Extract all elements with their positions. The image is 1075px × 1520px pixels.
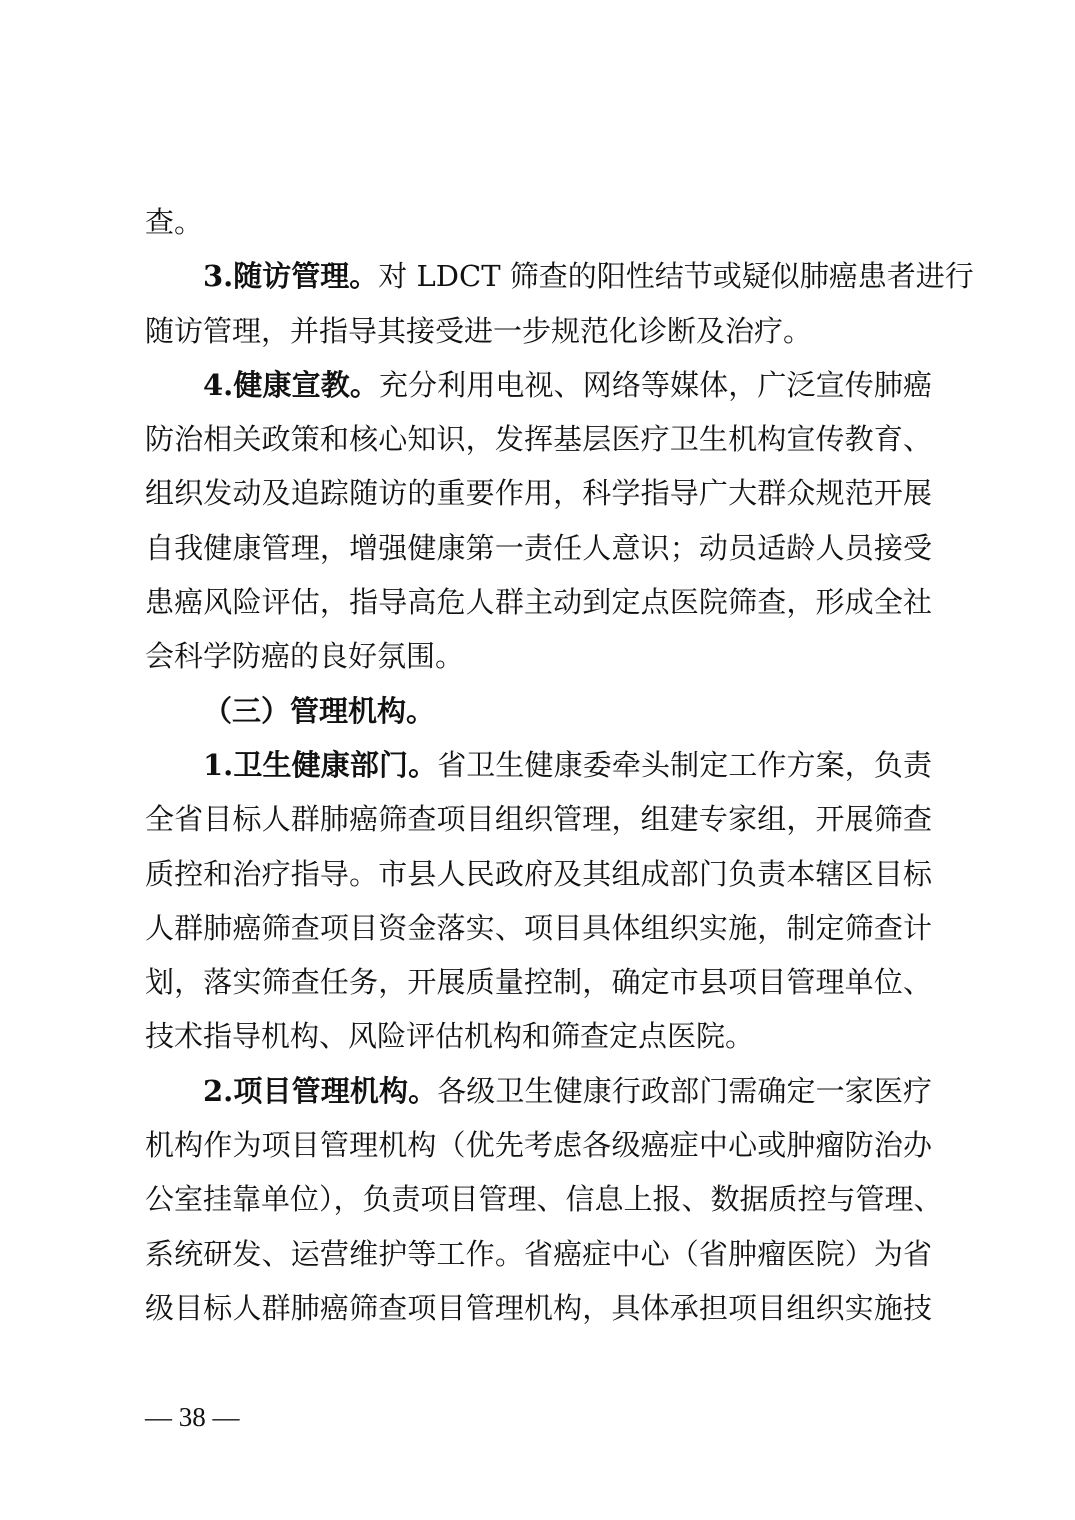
document-body — [145, 195, 974, 1335]
line-text: 各级卫生健康行政部门需确定一家医疗 — [437, 1073, 932, 1108]
line-text: 划，落实筛查任务，开展质量控制，确定市县项目管理单位、 — [145, 965, 932, 1000]
text-line — [145, 575, 932, 629]
line-text: 省卫生健康委牵头制定工作方案，负责 — [437, 747, 932, 782]
section-heading-line — [145, 358, 932, 412]
line-text: 患癌风险评估，指导高危人群主动到定点医院筛查，形成全社 — [145, 585, 932, 620]
text-line — [145, 792, 932, 846]
bold-lead: 4.健康宣教。 — [203, 367, 379, 402]
text-line — [145, 412, 932, 466]
text-line — [145, 521, 932, 575]
text-line — [145, 1118, 932, 1172]
text-line — [145, 629, 932, 683]
bold-lead: 2.项目管理机构。 — [203, 1073, 438, 1108]
bold-lead: 1.卫生健康部门。 — [203, 747, 438, 782]
text-line — [145, 1172, 943, 1226]
section-heading-line — [145, 684, 932, 738]
line-text: 全省目标人群肺癌筛查项目组织管理，组建专家组，开展筛查 — [145, 802, 932, 837]
text-line — [145, 901, 932, 955]
bold-lead: （三）管理机构。 — [203, 693, 436, 728]
text-line — [145, 1009, 932, 1063]
line-text: 系统研发、运营维护等工作。省癌症中心（省肿瘤医院）为省 — [145, 1236, 932, 1271]
section-heading-line — [145, 249, 974, 303]
line-text: 自我健康管理，增强健康第一责任人意识；动员适龄人员接受 — [145, 530, 932, 565]
text-line — [145, 955, 932, 1009]
text-line — [145, 1281, 932, 1335]
line-text: 对 LDCT 筛查的阳性结节或疑似肺癌患者进行 — [378, 259, 974, 294]
text-line — [145, 466, 932, 520]
line-text: 充分利用电视、网络等媒体，广泛宣传肺癌 — [378, 367, 932, 402]
section-heading-line — [145, 1064, 932, 1118]
line-text: 质控和治疗指导。市县人民政府及其组成部门负责本辖区目标 — [145, 856, 932, 891]
line-text: 公室挂靠单位），负责项目管理、信息上报、数据质控与管理、 — [145, 1182, 943, 1217]
text-line — [145, 847, 932, 901]
line-text: 会科学防癌的良好氛围。 — [145, 639, 465, 674]
line-text: 机构作为项目管理机构（优先考虑各级癌症中心或肿瘤防治办 — [145, 1128, 932, 1163]
line-text: 技术指导机构、风险评估机构和筛查定点医院。 — [145, 1019, 755, 1054]
line-text: 人群肺癌筛查项目资金落实、项目具体组织实施，制定筛查计 — [145, 910, 932, 945]
page-number: — 38 — — [145, 1402, 240, 1432]
line-text: 随访管理，并指导其接受进一步规范化诊断及治疗。 — [145, 313, 813, 348]
line-text: 组织发动及追踪随访的重要作用，科学指导广大群众规范开展 — [145, 476, 932, 511]
line-text: 查。 — [145, 205, 204, 239]
text-line — [145, 195, 932, 249]
bold-lead: 3.随访管理。 — [203, 259, 379, 294]
text-line — [145, 304, 932, 358]
section-heading-line — [145, 738, 932, 792]
line-text: 防治相关政策和核心知识，发挥基层医疗卫生机构宣传教育、 — [145, 422, 932, 457]
line-text: 级目标人群肺癌筛查项目管理机构，具体承担项目组织实施技 — [145, 1290, 932, 1325]
text-line — [145, 1227, 932, 1281]
